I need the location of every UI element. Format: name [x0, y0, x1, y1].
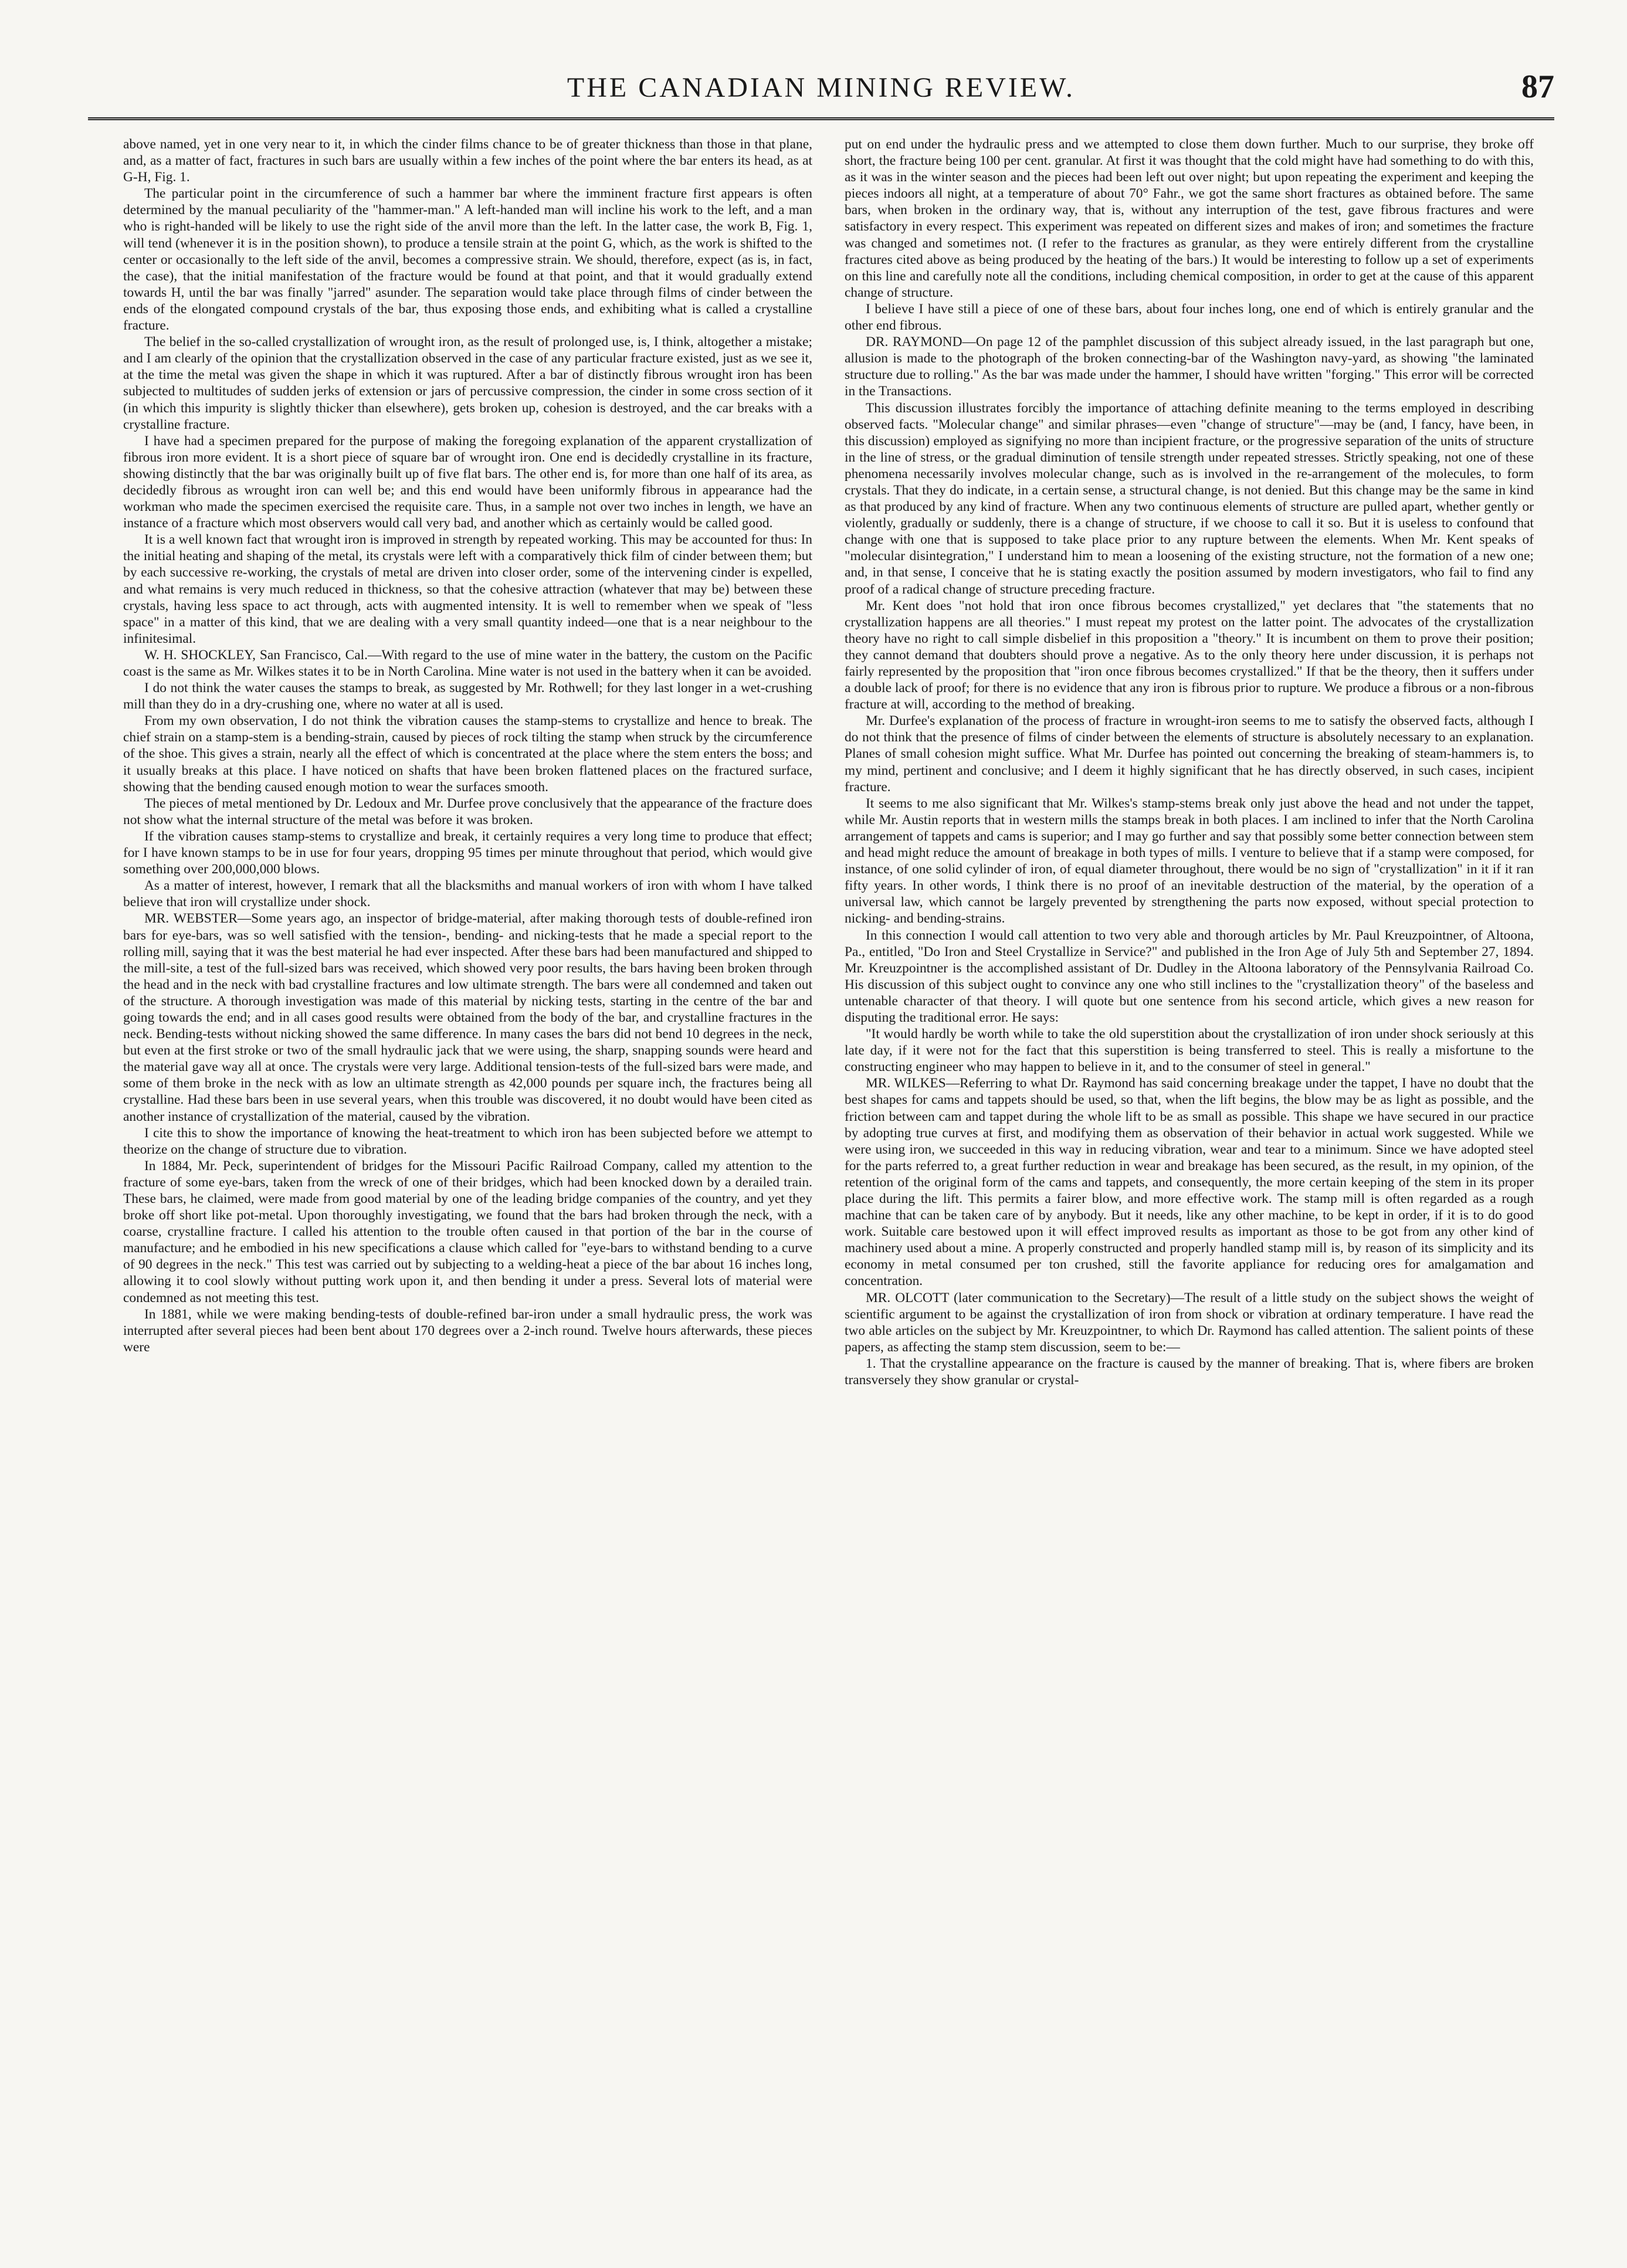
paragraph: As a matter of interest, however, I remark that all the blacksmiths and manual workers of iron with whom I have talked believe that iron will crystallize under shock.: [123, 878, 812, 910]
paragraph: put on end under the hydraulic press and we attempted to close them down further. Much to our surprise, they broke off short, the fracture being 100 per cent. granular. At first it was thought that the cold might have had something to do with this, as it was in the winter season and the pieces had been left out over night; but upon repeating the experiment and keeping the pieces indoors all night, at a temperature of about 70° Fahr., we got the same short fractures as obtained before. The same bars, when broken in the ordinary way, that is, without any interruption of the test, gave fibrous fractures and were satisfactory in every respect. This experiment was repeated on different sizes and makes of iron; and sometimes the fracture was changed and sometimes not. (I refer to the fractures as granular, as they were entirely different from the crystalline fractures cited above as being produced by the heating of the bars.) It would be interesting to follow up a set of experiments on this line and carefully note all the conditions, including chemical composition, in order to get at the cause of this apparent change of structure.: [845, 137, 1534, 300]
paragraph: The pieces of metal mentioned by Dr. Ledoux and Mr. Durfee prove conclusively that the appearance of the fracture does not show what the internal structure of the metal was before it was broken.: [123, 795, 812, 828]
paragraph: above named, yet in one very near to it, in which the cinder films chance to be of greater thickness than those in that plane, and, as a matter of fact, fractures in such bars are usually within a few inches of the point where the bar enters its head, as at G-H, Fig. 1.: [123, 137, 812, 185]
paragraph: "It would hardly be worth while to take the old superstition about the crystallization of iron under shock seriously at this late day, if it were not for the fact that this superstition is being transferred to steel. This is really a misfortune to the constructing engineer who may happen to believe in it, and to the consumer of steel in general.": [845, 1026, 1534, 1075]
paragraph: In this connection I would call attention to two very able and thorough articles by Mr. Paul Kreuzpointner, of Altoona, Pa., entitled, "Do Iron and Steel Crystallize in Service?" and published in the Iron Age of July 5th and September 27, 1894. Mr. Kreuzpointner is the accomplished assistant of Dr. Dudley in the Altoona laboratory of the Pennsylvania Railroad Co. His discussion of this subject ought to convince any one who still inclines to the "crystallization theory" of the baseless and untenable character of that theory. I will quote but one sentence from his second article, which gives a new reason for disputing the traditional error. He says:: [845, 927, 1534, 1025]
paragraph: If the vibration causes stamp-stems to crystallize and break, it certainly requires a very long time to produce that effect; for I have known stamps to be in use for four years, dropping 95 times per minute throughout that period, which would give something over 200,000,000 blows.: [123, 828, 812, 877]
paragraph: I do not think the water causes the stamps to break, as suggested by Mr. Rothwell; for they last longer in a wet-crushing mill than they do in a dry-crushing one, where no water at all is used.: [123, 680, 812, 713]
paragraph: In 1884, Mr. Peck, superintendent of bridges for the Missouri Pacific Railroad Company, called my attention to the fracture of some eye-bars, taken from the wreck of one of their bridges, which had been knocked down by a derailed train. These bars, he claimed, were made from good material by one of the leading bridge companies of the country, and yet they broke off short like pot-metal. Upon thoroughly investigating, we found that the bars had broken through the neck, with a coarse, crystalline fracture. I called his attention to the trouble often caused in that portion of the bar in the course of manufacture; and he embodied in his new specifications a clause which called for "eye-bars to withstand bending to a curve of 90 degrees in the neck." This test was carried out by subjecting to a welding-heat a piece of the bar about 16 inches long, allowing it to cool slowly without putting work upon it, and then bending it under a press. Several lots of material were condemned as not meeting this test.: [123, 1158, 812, 1306]
paragraph: I cite this to show the importance of knowing the heat-treatment to which iron has been subjected before we attempt to theorize on the change of structure due to vibration.: [123, 1125, 812, 1157]
paragraph: 1. That the crystalline appearance on the fracture is caused by the manner of breaking. That is, where fibers are broken transversely they show granular or crystal-: [845, 1355, 1534, 1388]
page-header: [88, 65, 1554, 111]
right-column: [845, 136, 1534, 2230]
paragraph: DR. RAYMOND—On page 12 of the pamphlet discussion of this subject already issued, in the last paragraph but one, allusion is made to the photograph of the broken connecting-bar of the Washington navy-yard, as showing "the laminated structure due to rolling." As the bar was made under the hammer, I should have written "forging." This error will be corrected in the Transactions.: [845, 334, 1534, 399]
page-number: 87: [1521, 69, 1554, 105]
publication-title: THE CANADIAN MINING REVIEW.: [567, 72, 1076, 103]
paragraph: It seems to me also significant that Mr. Wilkes's stamp-stems break only just above the head and not under the tappet, while Mr. Austin reports that in western mills the stamps break in both places. I am inclined to infer that the North Carolina arrangement of tappets and cams is superior; and I may go further and say that possibly some better connection between stem and head might reduce the amount of breakage in both types of mills. I venture to believe that if a stamp were composed, for instance, of one solid cylinder of iron, of equal diameter throughout, there would be no sign of "crystallization" in it if it ran fifty years. In other words, I think there is no proof of an inevitable destruction of the material, by the operation of a universal law, which cannot be largely prevented by strengthening the parts now exposed, without special protection to nicking- and bending-strains.: [845, 795, 1534, 927]
left-column: [123, 136, 812, 2230]
paragraph: Mr. Durfee's explanation of the process of fracture in wrought-iron seems to me to satisfy the observed facts, although I do not think that the presence of films of cinder between the elements of structure is absolutely necessary to an explanation. Planes of small cohesion might suffice. What Mr. Durfee has pointed out concerning the breaking of steam-hammers is, to my mind, pertinent and conclusive; and I deem it highly significant that he has directly observed, in such cases, incipient fracture.: [845, 713, 1534, 795]
paragraph: MR. OLCOTT (later communication to the Secretary)—The result of a little study on the subject shows the weight of scientific argument to be against the crystallization of iron from shock or vibration at ordinary temperature. I have read the two able articles on the subject by Mr. Kreuzpointner, to which Dr. Raymond has called attention. The salient points of these papers, as affecting the stamp stem discussion, seem to be:—: [845, 1290, 1534, 1355]
paragraph: MR. WEBSTER—Some years ago, an inspector of bridge-material, after making thorough tests of double-refined iron bars for eye-bars, was so well satisfied with the tension-, bending- and nicking-tests that he made a special report to the rolling mill, saying that it was the best material he had ever inspected. After these bars had been manufactured and shipped to the mill-site, a test of the full-sized bars was received, which showed very poor results, the bars having been broken through the head and in the neck with bad crystalline fractures and low ultimate strength. The bars were all condemned and taken out of the structure. A thorough investigation was made of this material by nicking tests, starting in the centre of the bar and going towards the end; and in all cases good results were obtained from the body of the bar, and crystalline fractures in the neck. Bending-tests without nicking showed the same difference. In many cases the bars did not bend 10 degrees in the neck, but even at the first stroke or two of the small hydraulic jack that we were using, the sharp, snapping sounds were heard and the material gave way all at once. The crystals were very large. Additional tension-tests of the full-sized bars were made, and some of them broke in the neck with as low an ultimate strength as 42,000 pounds per square inch, the fractures being all crystalline. Had these bars been in use several years, when this trouble was discovered, it no doubt would have been cited as another instance of crystallization of the material, caused by the vibration.: [123, 911, 812, 1124]
paragraph: MR. WILKES—Referring to what Dr. Raymond has said concerning breakage under the tappet, I have no doubt that the best shapes for cams and tappets should be used, so that, when the lift begins, the blow may be as light as possible, and the friction between cam and tappet during the whole lift to be as small as possible. This shape we have secured in our practice by adopting true curves at first, and modifying them as observation of their behavior in actual work suggested. While we were using iron, we succeeded in this way in reducing vibration, wear and tear to a minimum. Since we have adopted steel for the parts referred to, a great further reduction in wear and breakage has been secured, as the result, in my opinion, of the retention of the original form of the cams and tappets, and consequently, the more certain keeping of the stem in its proper place during the lift. This permits a fairer blow, and more effective work. The stamp mill is often regarded as a rough machine that can be taken care of by anybody. But it needs, like any other machine, to be kept in order, if it is to do good work. Suitable care bestowed upon it will effect improved results as important as those to be got from any other kind of machinery used about a mine. A properly constructed and properly handled stamp mill is, by reason of its simplicity and its economy in metal consumed per ton crushed, still the favorite appliance for reducing ores for amalgamation and concentration.: [845, 1076, 1534, 1289]
paragraph: I have had a specimen prepared for the purpose of making the foregoing explanation of the apparent crystallization of fibrous iron more evident. It is a short piece of square bar of wrought iron. One end is decidedly crystalline in its fracture, showing distinctly that the bar was originally built up of five flat bars. The other end is, for more than one half of its area, as decidedly fibrous as wrought iron can well be; and this end would have been uniformly fibrous in appearance had the workman who made the specimen exercised the requisite care. Thus, in a sample not over two inches in length, we have an instance of a fracture which most observers would call very bad, and another which as certainly would be called good.: [123, 433, 812, 531]
paragraph: The particular point in the circumference of such a hammer bar where the imminent fracture first appears is often determined by the manual peculiarity of the "hammer-man." A left-handed man will incline his work to the left, and a man who is right-handed will be likely to use the right side of the anvil more than the left. In the latter case, the work B, Fig. 1, will tend (whenever it is in the position shown), to produce a tensile strain at the point G, which, as the work is shifted to the center or occasionally to the left side of the anvil, becomes a compressive strain. We should, therefore, expect (as is, in fact, the case), that the initial manifestation of the fracture would be found at that point, and that it would gradually extend towards H, until the bar was finally "jarred" asunder. The separation would take place through films of cinder between the ends of the elongated compound crystals of the bar, thus exposing those ends, and exhibiting what is called a crystalline fracture.: [123, 186, 812, 334]
paragraph: The belief in the so-called crystallization of wrought iron, as the result of prolonged use, is, I think, altogether a mistake; and I am clearly of the opinion that the crystallization observed in the case of any particular fracture existed, just as we see it, at the time the metal was given the shape in which it was ruptured. After a bar of distinctly fibrous wrought iron has been subjected to multitudes of sudden jerks of extension or jars of percussive compression, the cinder in some cross section of it (in which this impurity is slightly thicker than elsewhere), gets broken up, cohesion is destroyed, and the car breaks with a crystalline fracture.: [123, 334, 812, 432]
paragraph: W. H. SHOCKLEY, San Francisco, Cal.—With regard to the use of mine water in the battery, the custom on the Pacific coast is the same as Mr. Wilkes states it to be in North Carolina. Mine water is not used in the battery when it can be avoided.: [123, 647, 812, 679]
paragraph: In 1881, while we were making bending-tests of double-refined bar-iron under a small hydraulic press, the work was interrupted after several pieces had been bent about 170 degrees over a 2-inch round. Twelve hours afterwards, these pieces were: [123, 1306, 812, 1355]
paragraph: From my own observation, I do not think the vibration causes the stamp-stems to crystallize and hence to break. The chief strain on a stamp-stem is a bending-strain, caused by pieces of rock tilting the stamp when struck by the circumference of the shoe. This gives a strain, nearly all the effect of which is concentrated at the place where the stem enters the boss; and it usually breaks at this place. I have noticed on shafts that have been broken flattened places on the fractured surface, showing that the bending caused enough motion to wear the surfaces smooth.: [123, 713, 812, 795]
paragraph: Mr. Kent does "not hold that iron once fibrous becomes crystallized," yet declares that "the statements that no crystallization happens are all theories." I must repeat my protest on the latter point. The advocates of the crystallization theory have no right to call simple disbelief in this proposition a "theory." It is incumbent on them to prove their position; they cannot demand that doubters should prove a negative. As to the only theory here under discussion, it is perhaps not fairly represented by the proposition that "iron once fibrous becomes crystallized." If that be the theory, then it suffers under a double lack of proof; for there is no evidence that any iron is fibrous prior to rupture. We produce a fibrous or a non-fibrous fracture at will, according to the method of breaking.: [845, 598, 1534, 713]
paragraph: This discussion illustrates forcibly the importance of attaching definite meaning to the terms employed in describing observed facts. "Molecular change" and similar phrases—even "change of structure"—may be (and, I fancy, have been, in this discussion) employed as signifying no more than incipient fracture, or the progressive separation of the units of structure in the line of stress, or the gradual diminution of tensile strength under repeated stresses. Strictly speaking, not one of these phenomena necessarily involves molecular change, such as is involved in the re-arrangement of the molecules, to form crystals. That they do indicate, in a certain sense, a structural change, is not denied. But this change may be the same in kind as that produced by any kind of fracture. When any two continuous elements of structure are pulled apart, whether gently or violently, gradually or suddenly, there is a change of structure, if we choose to call it so. But it is useless to confound that change with one that is supposed to take place prior to any rupture between the elements. When Mr. Kent speaks of "molecular disintegration," I understand him to mean a loosening of the existing structure, not the formation of a new one; and, in that sense, I conceive that he is stating exactly the position assumed by modern investigators, who fail to find any proof of a radical change of structure preceding fracture.: [845, 400, 1534, 597]
header-rule: [88, 117, 1554, 120]
paragraph: I believe I have still a piece of one of these bars, about four inches long, one end of which is entirely granular and the other end fibrous.: [845, 301, 1534, 334]
paragraph: It is a well known fact that wrought iron is improved in strength by repeated working. This may be accounted for thus: In the initial heating and shaping of the metal, its crystals were left with a comparatively thick film of cinder between them; but by each successive re-working, the crystals of metal are driven into closer order, some of the intervening cinder is expelled, and what remains is very much reduced in thickness, so that the cohesive attraction (whatever that may be) between these crystals, having less space to act through, acts with augmented intensity. It is well to remember when we speak of "less space" in a matter of this kind, that we are dealing with a very small quantity indeed—one that is a near neighbour to the infinitesimal.: [123, 532, 812, 646]
